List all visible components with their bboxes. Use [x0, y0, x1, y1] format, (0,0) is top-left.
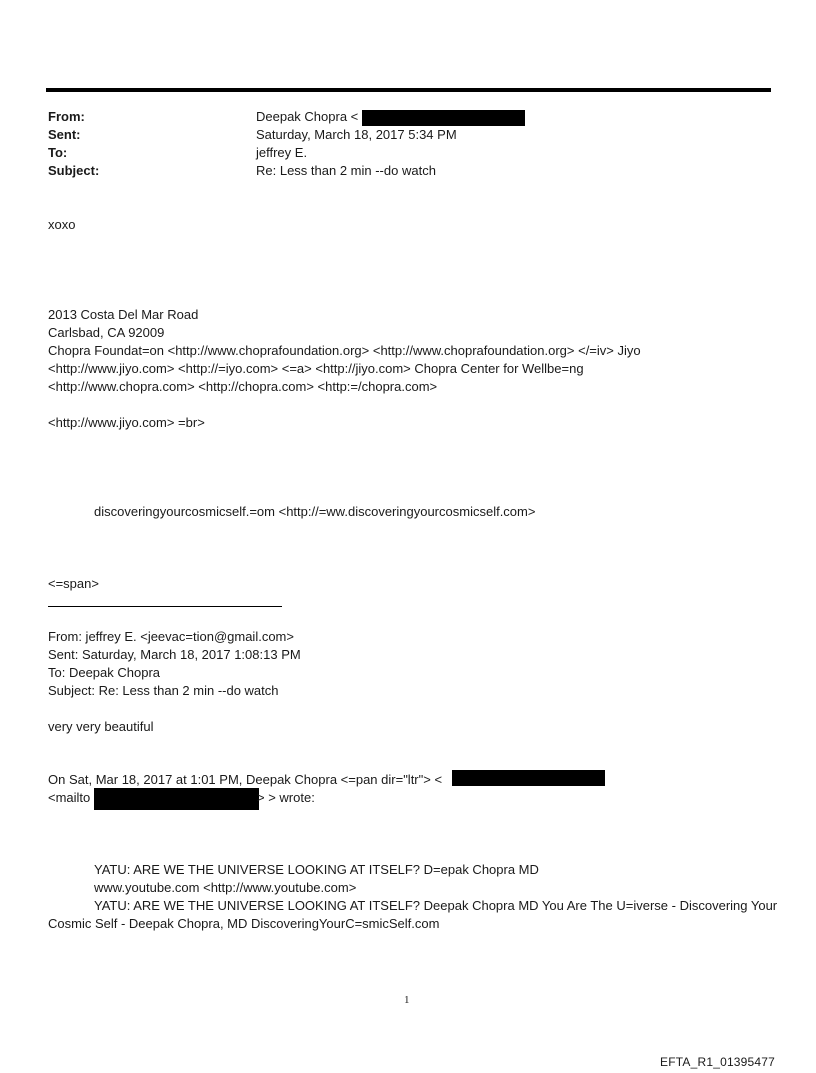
links-line-3: <http://www.chopra.com> <http://chopra.com> <http:=/chopra.com> — [48, 379, 438, 394]
top-rule — [46, 88, 771, 92]
quoted-reply: very very beautiful — [48, 719, 154, 734]
signature-rule — [48, 606, 282, 607]
sent-label: Sent: — [48, 127, 81, 142]
from-label: From: — [48, 109, 85, 124]
mailto-prefix: <mailto — [48, 790, 91, 805]
to-value: jeffrey E. — [256, 145, 308, 160]
subject-label: Subject: — [48, 163, 100, 178]
document-id: EFTA_R1_01395477 — [660, 1055, 776, 1069]
links-line-2: <http://www.jiyo.com> <http://=iyo.com> <=a> <http://jiyo.com> Chopra Center for Wellbe=ng — [48, 361, 584, 376]
redaction-box — [362, 110, 525, 126]
greeting: xoxo — [48, 217, 76, 232]
from-value: Deepak Chopra < — [256, 109, 359, 124]
links-line-1: Chopra Foundat=on <http://www.choprafoundation.org> <http://www.choprafoundation.org> </=iv> Jiyo — [48, 343, 641, 358]
sent-value: Saturday, March 18, 2017 5:34 PM — [256, 127, 457, 142]
discovering-line: discoveringyourcosmicself.=om <http://=ww.discoveringyourcosmicself.com> — [94, 504, 536, 519]
span-line: <=span> — [48, 576, 99, 591]
page-number: 1 — [404, 994, 410, 1006]
redaction-box — [452, 770, 605, 786]
redaction-box — [94, 788, 259, 810]
yatu-line-3: YATU: ARE WE THE UNIVERSE LOOKING AT ITSELF? Deepak Chopra MD You Are The U=iverse - Discovering Your — [94, 898, 778, 913]
yatu-line-4: Cosmic Self - Deepak Chopra, MD DiscoveringYourC=smicSelf.com — [48, 916, 440, 931]
quoted-subject: Subject: Re: Less than 2 min --do watch — [48, 683, 279, 698]
subject-value: Re: Less than 2 min --do watch — [256, 163, 436, 178]
quoted-on-line: On Sat, Mar 18, 2017 at 1:01 PM, Deepak Chopra <=pan dir="ltr"> < — [48, 772, 443, 787]
address-line-2: Carlsbad, CA 92009 — [48, 325, 165, 340]
to-label: To: — [48, 145, 68, 160]
wrote-suffix: > > wrote: — [257, 790, 315, 805]
yatu-line-1: YATU: ARE WE THE UNIVERSE LOOKING AT ITSELF? D=epak Chopra MD — [94, 862, 539, 877]
quoted-from: From: jeffrey E. <jeevac=tion@gmail.com> — [48, 629, 294, 644]
jiyo-line: <http://www.jiyo.com> =br> — [48, 415, 205, 430]
yatu-line-2: www.youtube.com <http://www.youtube.com> — [94, 880, 357, 895]
address-line-1: 2013 Costa Del Mar Road — [48, 307, 199, 322]
quoted-to: To: Deepak Chopra — [48, 665, 161, 680]
quoted-sent: Sent: Saturday, March 18, 2017 1:08:13 PM — [48, 647, 301, 662]
